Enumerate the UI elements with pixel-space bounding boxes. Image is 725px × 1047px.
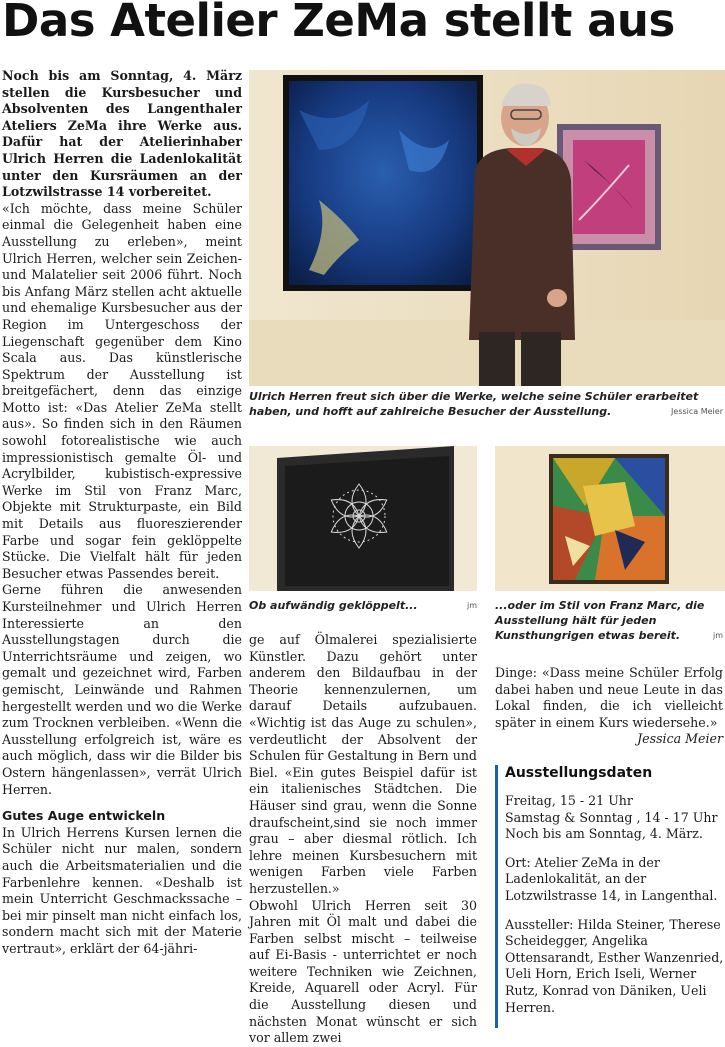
lace-photo-caption	[249, 598, 477, 613]
headline: Das Atelier ZeMa stellt aus	[2, 0, 675, 47]
lace-caption-text: Ob aufwändig geklöppelt...	[249, 599, 418, 612]
article-column-3	[495, 665, 723, 748]
subheading: Gutes Auge entwickeln	[2, 808, 166, 824]
location-text: Ort: Atelier ZeMa in der Ladenlokalität, an der Lotzwilstrasse 14, in Langenthal.	[505, 854, 718, 903]
article-column-2	[249, 632, 477, 1047]
main-caption-text: Ulrich Herren freut sich über die Werke, welche seine Schüler erarbeitet haben, und hofft auf zahlreiche Besucher der Ausstellung.	[249, 390, 699, 418]
franz-marc-caption-text: ...oder im Stil von Franz Marc, die Ausstellung hält für jeden Kunsthungrigen etwas bereit.	[495, 599, 705, 642]
body-paragraph: ge auf Ölmalerei spezialisierte Künstler. Dazu gehört unter anderem den Bildaufbau in der Theorie kennenzulernen, um darauf Details aufzubauen. «Wichtig ist das Auge zu schulen», verdeutlicht der Absolvent der Schulen für Gestaltung in Bern und Biel. «Ein gutes Beispiel dafür ist ein italienisches Städtchen. Die Häuser sind grau, wenn die Sonne draufscheint,sind sie noch immer grau – aber diesmal rötlich. Ich lehre meinen Kursbesuchern mit wenigen Farben viele Farben herzustellen.»	[249, 632, 477, 896]
author-byline: Jessica Meier	[637, 731, 723, 747]
opening-times-line: Freitag, 15 - 21 Uhr	[505, 793, 633, 808]
main-photo-caption	[249, 389, 723, 419]
opening-times-line: Samstag & Sonntag , 14 - 17 Uhr	[505, 809, 718, 825]
photo-credit: jm	[712, 631, 723, 640]
franz-marc-photo-caption	[495, 598, 723, 643]
exhibition-info-box	[495, 765, 725, 1028]
franz-marc-style-photo	[495, 446, 725, 591]
lead-paragraph: Noch bis am Sonntag, 4. März stellen die Kursbesucher und Absolventen des Langenthaler Ateliers ZeMa ihre Werke aus. Dafür hat der Atelierinhaber Ulrich Herren die Ladenlokalität unter den Kursräumen an der Lotzwilstrasse 14 vorbereitet.	[2, 68, 242, 200]
opening-times	[505, 793, 725, 843]
body-paragraph: Obwohl Ulrich Herren seit 30 Jahren mit Öl malt und dabei die Farben selbst mischt – teilweise auf Ei-Basis - unterrichtet er noch weitere Techniken wie Zeichnen, Kreide, Aquarell oder Acryl. Für die Ausstellung diesen und nächsten Monat wünscht er sich vor allem zwei	[249, 897, 477, 1046]
body-paragraph: In Ulrich Herrens Kursen lernen die Schüler nicht nur malen, sondern auch die Arbeitsmaterialien und die Farbenlehre kennen. «Deshalb ist mein Unterricht Geschmackssache – bei mir pinselt man nicht einfach los, sondern macht sich mit der Materie vertraut», erklärt der 64-jähri-	[2, 824, 242, 956]
opening-times-line: Noch bis am Sonntag, 4. März.	[505, 826, 703, 842]
article-column-1	[2, 68, 242, 957]
exhibitors-text: Aussteller: Hilda Steiner, Therese Scheidegger, Angelika Ottensarandt, Esther Wanzenried, Ueli Horn, Erich Iseli, Werner Rutz, Konrad von Däniken, Ueli Herren.	[505, 916, 724, 1015]
lace-photo	[249, 446, 477, 591]
body-paragraph: Gerne führen die anwesenden Kursteilnehmer und Ulrich Herren Interessierte an den Ausstellungstagen durch die Unterrichtsräume und zeigen, wo gemalt und gezeichnet wird, Farben gemischt, Leinwände und Rahmen hergestellt werden und wo die Werke zum Trocknen verbleiben. «Wenn die Ausstellung erfolgreich ist, wäre es auch möglich, dass wir die Bilder bis Ostern hängenlassen», verrät Ulrich Herren.	[2, 582, 242, 797]
main-photo	[249, 70, 725, 386]
body-paragraph: Dinge: «Dass meine Schüler Erfolg dabei haben und neue Leute in das Lokal finden, die ich vielleicht später in einem Kurs wiedersehe.»	[495, 665, 723, 730]
photo-credit: jm	[466, 601, 477, 610]
info-box-title: Ausstellungsdaten	[505, 765, 653, 781]
body-paragraph: «Ich möchte, dass meine Schüler einmal die Gelegenheit haben eine Ausstellung zu erleben», meint Ulrich Herren, welcher sein Zeichen- und Malatelier seit 2006 führt. Noch bis Anfang März stellen acht aktuelle und ehemalige Kursbesucher aus der Region im Untergeschoss der Liegenschaft gegenüber dem Kino Scala aus. Das künstlerische Spektrum der Ausstellung ist breitgefächert, denn das einzige Motto ist: «Das Atelier ZeMa stellt aus». So finden sich in den Räumen sowohl fotorealistische wie auch impressionistisch gemalte Öl- und Acrylbilder, kubistisch-expressive Werke im Stil von Franz Marc, Objekte mit Strukturpaste, ein Bild mit Details aus fluoreszierender Farbe und sogar fein geklöppelte Stücke. Die Vielfalt hält für jeden Besucher etwas Passendes bereit.	[2, 200, 242, 581]
photo-credit: Jessica Meier	[671, 407, 723, 416]
